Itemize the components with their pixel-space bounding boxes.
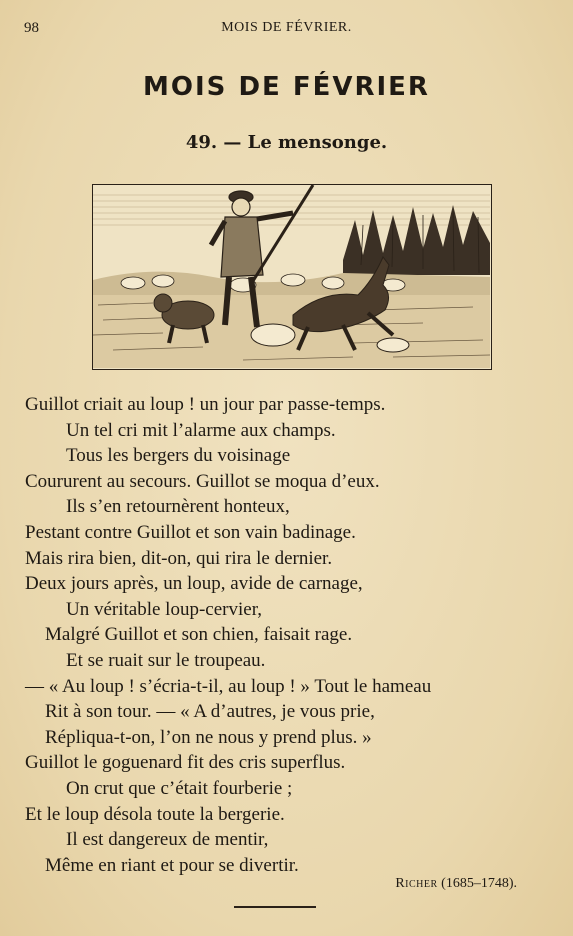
poem-line: Un véritable loup-cervier,	[66, 598, 263, 620]
poem-line: Un tel cri mit l’alarme aux champs.	[66, 419, 336, 441]
author-name: Richer	[395, 876, 438, 891]
poem-line: Et le loup désola toute la bergerie.	[25, 803, 285, 825]
poem-line: Guillot criait au loup ! un jour par passe-temps.	[25, 394, 386, 415]
poem-line: Deux jours après, un loup, avide de carnage,	[25, 573, 363, 595]
engraving-illustration	[92, 184, 492, 370]
poem-line: Guillot le goguenard fit des cris superflus.	[25, 752, 346, 774]
poem-line: — « Au loup ! s’écria-t-il, au loup ! » Tout le hameau	[25, 675, 432, 697]
poem-line: Et se ruait sur le troupeau.	[66, 649, 266, 671]
poem-line: Il est dangereux de mentir,	[66, 829, 269, 851]
poem-line: Répliqua-t-on, l’on ne nous y prend plus. »	[45, 726, 372, 748]
end-divider	[234, 906, 316, 908]
lesson-title: 49. — Le mensonge.	[185, 132, 388, 153]
poem	[25, 392, 565, 878]
page-number: 98	[24, 20, 39, 36]
author-signature	[395, 876, 517, 892]
poem-line: Coururent au secours. Guillot se moqua d’eux.	[25, 470, 380, 492]
poem-line: Tous les bergers du voisinage	[66, 445, 291, 467]
shepherd-wolf-engraving	[93, 185, 490, 368]
poem-line: Mais rira bien, dit-on, qui rira le dernier.	[25, 547, 333, 569]
poem-line: Rit à son tour. — « A d’autres, je vous prie,	[45, 701, 375, 723]
poem-line: Même en riant et pour se divertir.	[45, 854, 299, 876]
running-head: MOIS DE FÉVRIER.	[221, 20, 352, 35]
poem-line: Pestant contre Guillot et son vain badinage.	[25, 521, 356, 543]
poem-line: Ils s’en retournèrent honteux,	[66, 496, 290, 518]
poem-line: Malgré Guillot et son chien, faisait rage.	[45, 624, 353, 646]
author-dates: (1685–1748).	[441, 876, 517, 891]
chapter-title: MOIS DE FÉVRIER	[143, 72, 430, 102]
poem-line: On crut que c’était fourberie ;	[66, 777, 293, 799]
